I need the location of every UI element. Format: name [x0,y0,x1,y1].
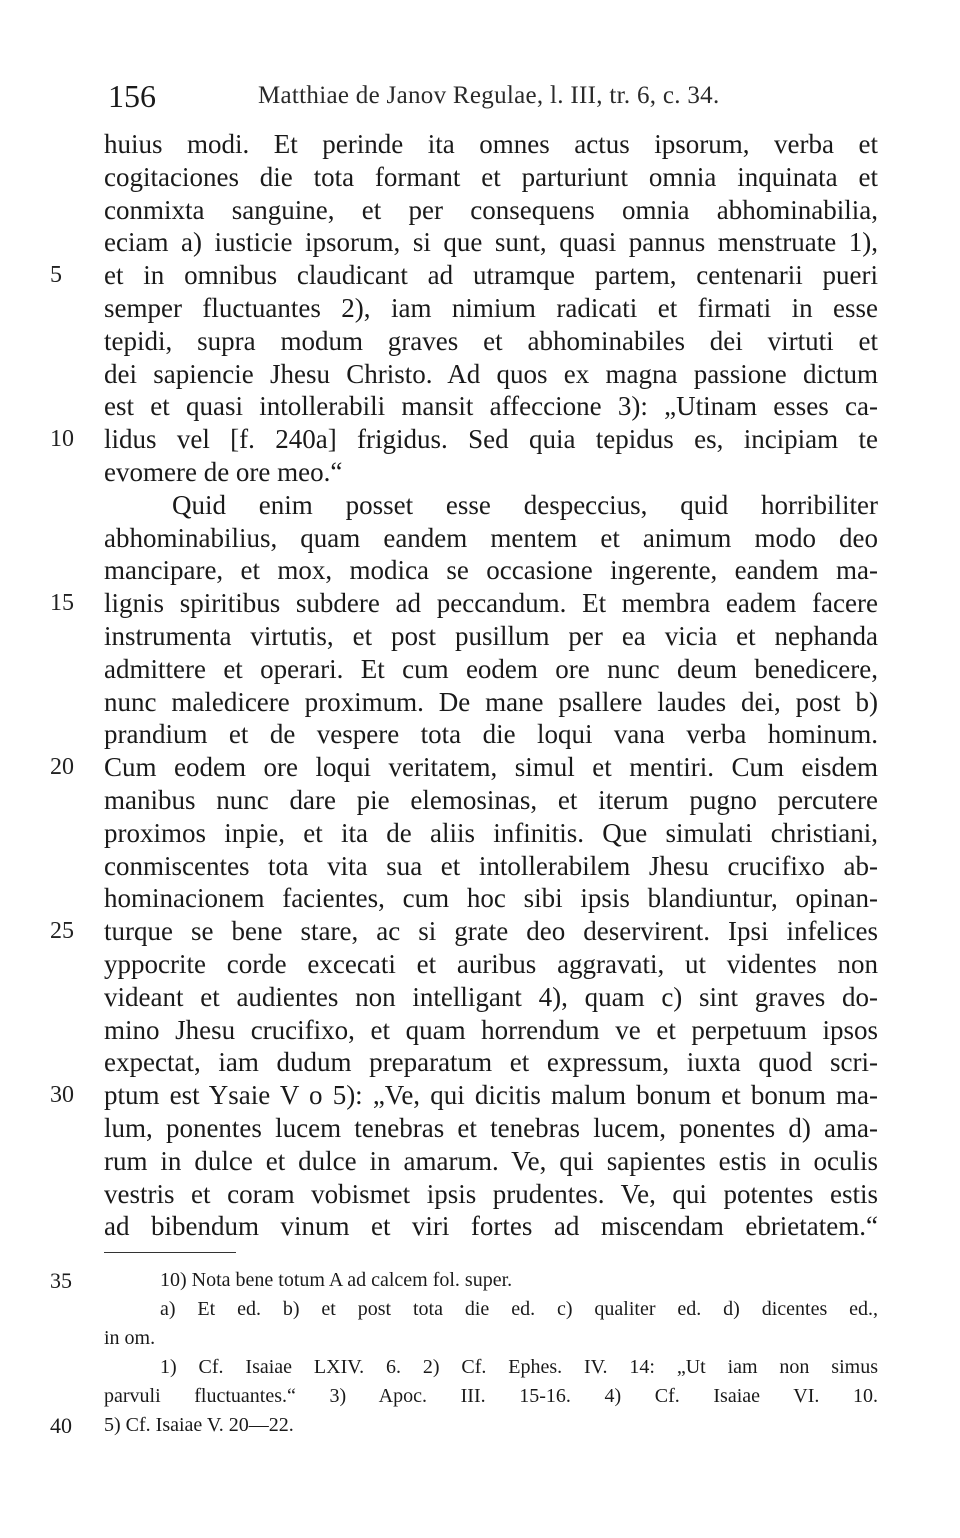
line-text: huius modi. Et perinde ita omnes actus ipsorum, verba et [104,129,878,159]
text-line [0,653,960,686]
line-text: nunc maledicere proximum. De mane psallere laudes dei, post b) [104,686,878,717]
text-line [0,554,960,587]
line-text: lignis spiritibus subdere ad peccandum. Et membra eadem facere [104,588,878,619]
text-line [0,423,960,456]
text-line [0,784,960,817]
line-text: evomere de ore meo.“ [104,456,343,487]
line-text: eciam a) iusticie ipsorum, si que sunt, quasi pannus menstruate 1), [104,227,878,258]
text-line [0,1046,960,1079]
text-line [0,522,960,555]
line-number: 5 [50,262,62,289]
text-line [0,489,960,522]
line-text: dei sapiencie Jhesu Christo. Ad quos ex magna passione dictum [104,358,878,389]
line-text: Cum eodem ore loqui veritatem, simul et mentiri. Cum eisdem [104,752,878,783]
text-line [0,718,960,751]
line-number: 40 [50,1413,72,1438]
line-text: conmixta sanguine, et per consequens omnia abhominabilia, [104,194,878,225]
text-line [0,882,960,915]
line-text: hominacionem facientes, cum hoc sibi ipsis blandiuntur, opinan- [104,883,878,914]
line-text: mino Jhesu crucifixo, et quam horrendum ve et perpetuum ipsos [104,1014,878,1045]
line-text: lum, ponentes lucem tenebras et tenebras lucem, ponentes d) ama- [104,1112,878,1143]
line-text: admittere et operari. Et cum eodem ore nunc deum benedicere, [104,653,878,684]
text-line [0,850,960,883]
text-line [0,948,960,981]
line-number: 20 [50,754,74,781]
footnote-line [0,1353,960,1382]
text-line [0,915,960,948]
line-number: 35 [50,1268,72,1293]
text-line [0,161,960,194]
text-line [0,1014,960,1047]
text-line [0,456,960,489]
footnote-line [0,1295,960,1324]
line-text: turque se bene stare, ac si grate deo deservirent. Ipsi infelices [104,916,878,947]
line-text: Quid enim posset esse despeccius, quid horribiliter [172,489,878,520]
line-text: ptum est Ysaie V o 5): „Ve, qui dicitis malum bonum et bonum ma- [104,1080,878,1111]
text-line [0,1178,960,1211]
line-text: vestris et coram vobismet ipsis prudentes. Ve, qui potentes estis [104,1178,878,1209]
text-line [0,981,960,1014]
line-text: tepidi, supra modum graves et abhominabiles dei virtuti et [104,325,878,356]
line-text: conmiscentes tota vita sua et intollerabilem Jhesu crucifixo ab- [104,850,878,881]
line-text: proximos inpie, et ita de aliis infinitis. Que simulati christiani, [104,817,878,848]
line-text: abhominabilius, quam eandem mentem et animum modo deo [104,522,878,553]
footnote-line [0,1266,960,1295]
footnote-text: parvuli fluctuantes.“ 3) Apoc. III. 15-16. 4) Cf. Isaiae VI. 10. [104,1385,878,1407]
footnote-text: a) Et ed. b) et post tota die ed. c) qualiter ed. d) dicentes ed., [160,1298,878,1320]
line-number: 10 [50,426,74,453]
line-text: videant et audientes non intelligant 4), quam c) sint graves do- [104,981,878,1012]
text-line [0,194,960,227]
line-text: est et quasi intollerabili mansit affeccione 3): „Utinam esses ca- [104,391,878,422]
footnote-line [0,1382,960,1411]
running-title: Matthiae de Janov Regulae, l. III, tr. 6, c. 34. [258,82,720,109]
text-line [0,128,960,161]
footnote-text: 10) Nota bene totum A ad calcem fol. super. [160,1269,513,1291]
line-text: rum in dulce et dulce in amarum. Ve, qui sapientes estis in oculis [104,1145,878,1176]
text-line [0,686,960,719]
text-line [0,390,960,423]
line-text: lidus vel [f. 240a] frigidus. Sed quia tepidus es, incipiam te [104,424,878,455]
line-text: prandium et de vespere tota die loqui vana verba hominum. [104,719,878,750]
text-line [0,1112,960,1145]
footnotes [0,1266,960,1440]
footnote-text: 1) Cf. Isaiae LXIV. 6. 2) Cf. Ephes. IV. 14: „Ut iam non simus [160,1356,878,1378]
line-number: 25 [50,918,74,945]
text-line [0,587,960,620]
line-text: et in omnibus claudicant ad utramque partem, centenarii pueri [104,260,878,291]
text-line [0,358,960,391]
line-text: cogitaciones die tota formant et parturiunt omnia inquinata et [104,161,878,192]
text-line [0,1079,960,1112]
line-text: yppocrite corde excecati et auribus aggravati, ut videntes non [104,948,878,979]
line-text: ad bibendum vinum et viri fortes ad miscendam ebrietatem.“ [104,1211,878,1242]
line-text: mancipare, et mox, modica se occasione ingerente, eandem ma- [104,555,878,586]
footnote-text: in om. [104,1327,156,1349]
line-text: instrumenta virtutis, et post pusillum per ea vicia et nephanda [104,620,878,651]
page-header [108,76,880,116]
line-text: semper fluctuantes 2), iam nimium radicati et firmati in esse [104,292,878,323]
page-number: 156 [108,78,156,114]
line-number: 30 [50,1082,74,1109]
text-line [0,226,960,259]
line-text: manibus nunc dare pie elemosinas, et iterum pugno percutere [104,784,878,815]
line-number: 15 [50,590,74,617]
text-line [0,1145,960,1178]
main-text [0,128,960,1243]
text-line [0,817,960,850]
footnote-text: 5) Cf. Isaiae V. 20—22. [104,1414,294,1436]
footnote-line [0,1324,960,1353]
text-line [0,1210,960,1243]
text-line [0,325,960,358]
footnote-divider [104,1252,236,1253]
text-line [0,292,960,325]
text-line [0,620,960,653]
footnote-line [0,1411,960,1440]
text-line [0,751,960,784]
line-text: expectat, iam dudum preparatum et expressum, iuxta quod scri- [104,1047,878,1078]
text-line [0,259,960,292]
